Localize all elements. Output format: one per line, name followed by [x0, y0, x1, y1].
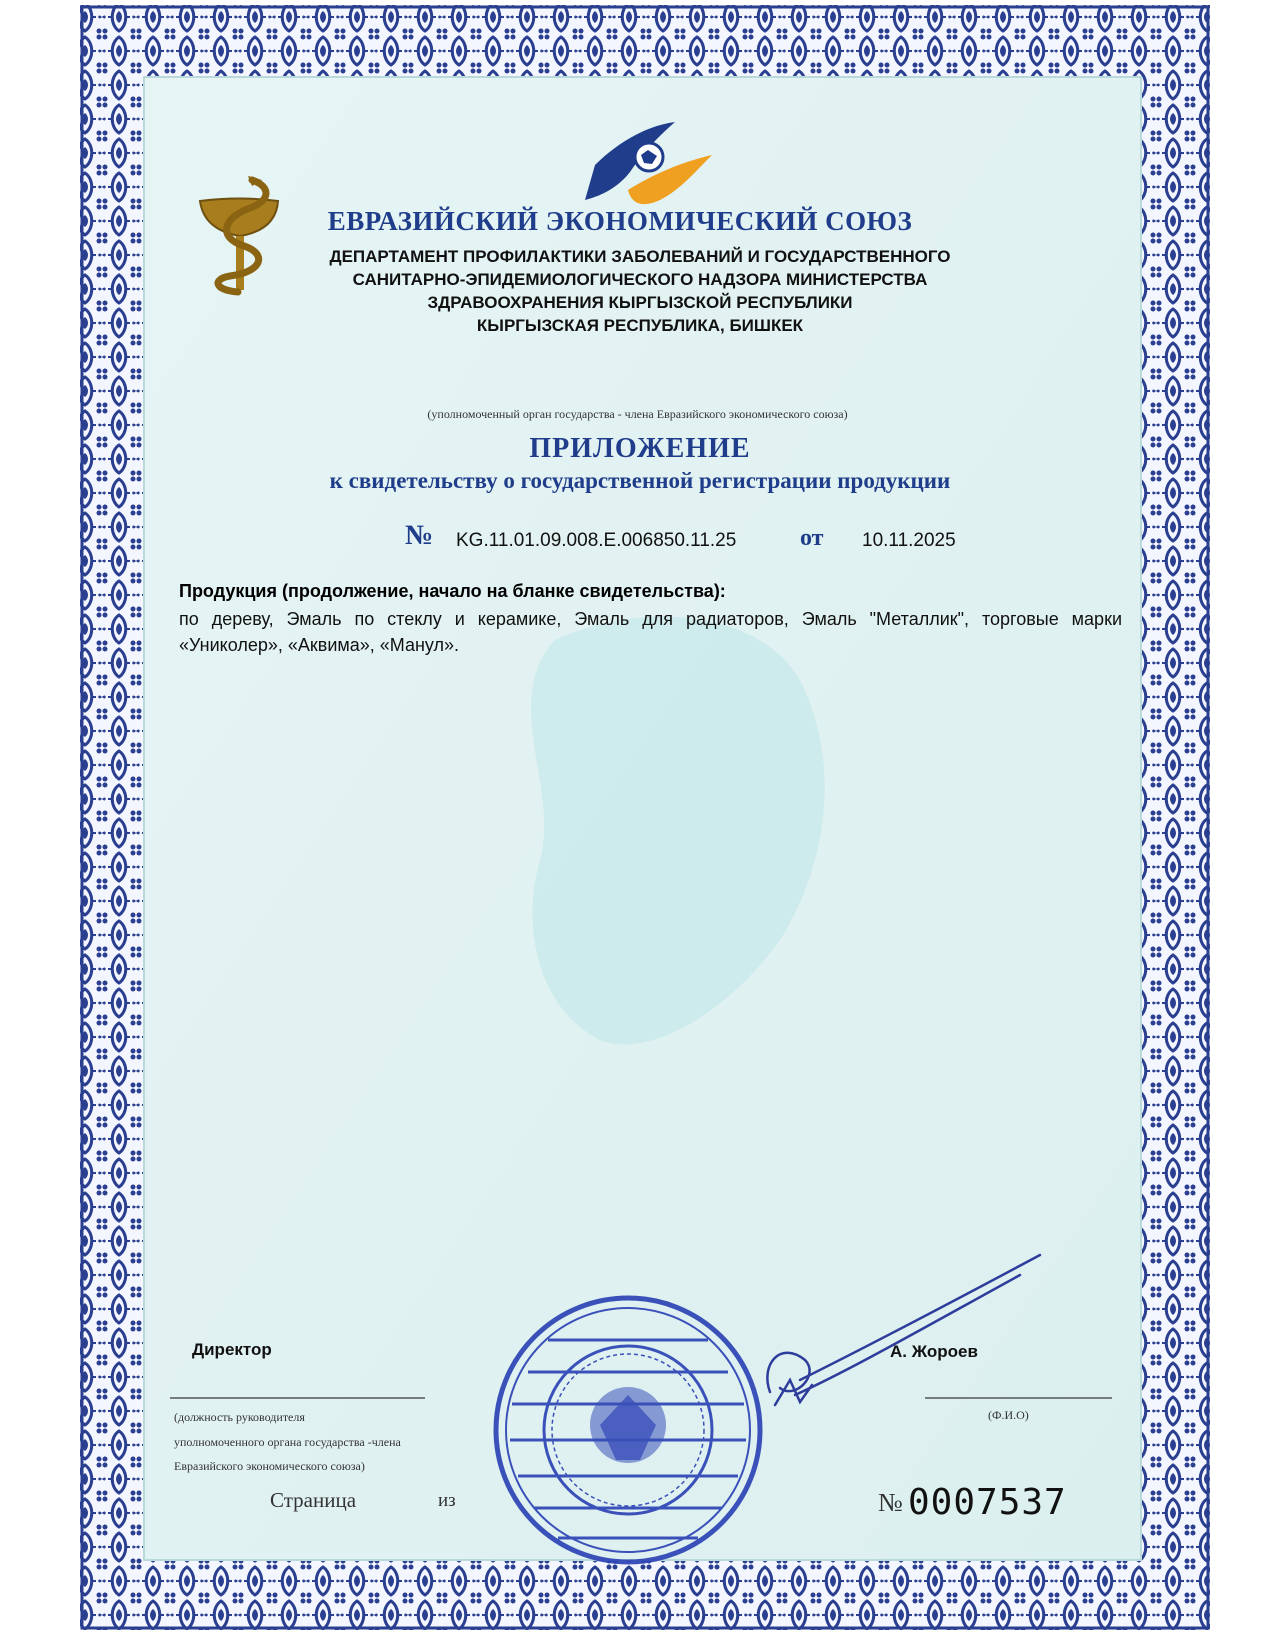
department-line-3: ЗДРАВООХРАНЕНИЯ КЫРГЫЗСКОЙ РЕСПУБЛИКИ	[427, 293, 853, 312]
page-of-label: из	[438, 1490, 456, 1511]
product-description: по дереву, Эмаль по стеклу и керамике, Эмаль для радиаторов, Эмаль "Металлик", торговые марки «Униколер», «Аквима», «Манул».	[179, 609, 1122, 655]
number-sign: №	[405, 520, 434, 551]
product-heading: Продукция (продолжение, начало на бланке свидетельства):	[179, 581, 726, 601]
position-caption-line: (должность руководителя	[174, 1410, 305, 1424]
date-label: от	[800, 525, 824, 551]
department-line-4: КЫРГЫЗСКАЯ РЕСПУБЛИКА, БИШКЕК	[476, 316, 804, 335]
registration-number: KG.11.01.09.008.E.006850.11.25	[456, 530, 737, 551]
annex-subtitle: к свидетельству о государственной регистрации продукции	[329, 468, 951, 493]
serial-number: 0007537	[908, 1482, 1067, 1523]
position-caption-line: уполномоченного органа государства -члена	[174, 1435, 401, 1449]
serial-number-sign: №	[878, 1488, 903, 1517]
director-name: А. Жороев	[890, 1342, 978, 1361]
union-title: ЕВРАЗИЙСКИЙ ЭКОНОМИЧЕСКИЙ СОЮЗ	[327, 206, 913, 236]
page-label: Страница	[270, 1488, 357, 1512]
annex-title: ПРИЛОЖЕНИЕ	[529, 433, 751, 464]
department-line-2: САНИТАРНО-ЭПИДЕМИОЛОГИЧЕСКОГО НАДЗОРА МИНИСТЕРСТВА	[352, 270, 928, 289]
fio-caption: (Ф.И.О)	[988, 1408, 1029, 1422]
authority-note: (уполномоченный орган государства - члена Евразийского экономического союза)	[427, 407, 848, 421]
registration-date: 10.11.2025	[862, 530, 956, 551]
department-line-1: ДЕПАРТАМЕНТ ПРОФИЛАКТИКИ ЗАБОЛЕВАНИЙ И ГОСУДАРСТВЕННОГО	[329, 247, 951, 266]
position-caption-line: Евразийского экономического союза)	[174, 1459, 365, 1473]
director-title: Директор	[192, 1340, 272, 1359]
